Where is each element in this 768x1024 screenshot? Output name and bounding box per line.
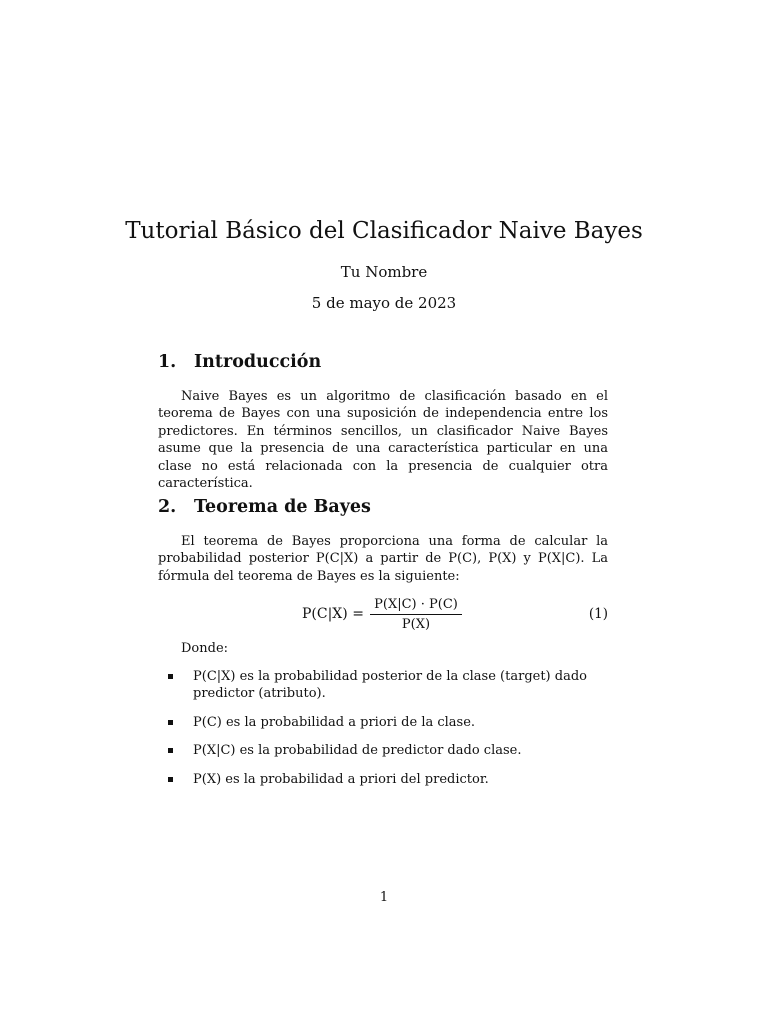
list-item [158,714,608,731]
document-author: Tu Nombre [340,263,428,281]
list-item [158,668,608,703]
page-number: 1 [379,890,389,905]
paragraph-teorema: El teorema de Bayes proporciona una forma de calcular la probabilidad posterior P(C|X) a partir de P(C), P(X) y P(X|C). La fórmula del teorema de Bayes es la siguiente: [158,534,608,584]
section-title: Introducción [194,352,322,372]
equation-number: (1) [588,606,608,622]
section-title: Teorema de Bayes [194,497,371,517]
bullet-icon [168,777,173,782]
equation-numerator: P(X|C) · P(C) [374,597,458,612]
equation-lhs: P(C|X) = [302,606,364,622]
list-item-text: P(X) es la probabilidad a priori del predictor. [193,771,489,787]
paragraph-introduccion: Naive Bayes es un algoritmo de clasificación basado en el teorema de Bayes con una suposición de independencia entre los predictores. En términos sencillos, un clasificador Naive Bayes asume que la presencia de una característica particular en una clase no está relacionada con la presencia de cualquier otra característica. [158,389,608,492]
bullet-icon [168,674,173,679]
section-number: 2. [158,497,177,517]
document-date: 5 de mayo de 2023 [311,294,457,312]
bullet-icon [168,748,173,753]
bayes-equation [158,596,608,636]
donde-label: Donde: [181,641,229,656]
list-item [158,771,608,788]
section-heading-teorema [158,495,371,519]
list-item [158,742,608,759]
list-item-text: P(C) es la probabilidad a priori de la clase. [193,714,476,730]
equation-denominator: P(X) [401,617,431,632]
list-item-text: P(C|X) es la probabilidad posterior de la clase (target) dado predictor (atributo). [193,669,587,702]
bullet-icon [168,720,173,725]
fraction-bar [370,614,462,615]
definitions-list [158,668,608,788]
equation-fraction [370,596,462,633]
section-number: 1. [158,352,177,372]
list-item-text: P(X|C) es la probabilidad de predictor dado clase. [193,743,522,759]
section-heading-introduccion [158,350,321,374]
document-title: Tutorial Básico del Clasificador Naive Bayes [125,218,643,244]
